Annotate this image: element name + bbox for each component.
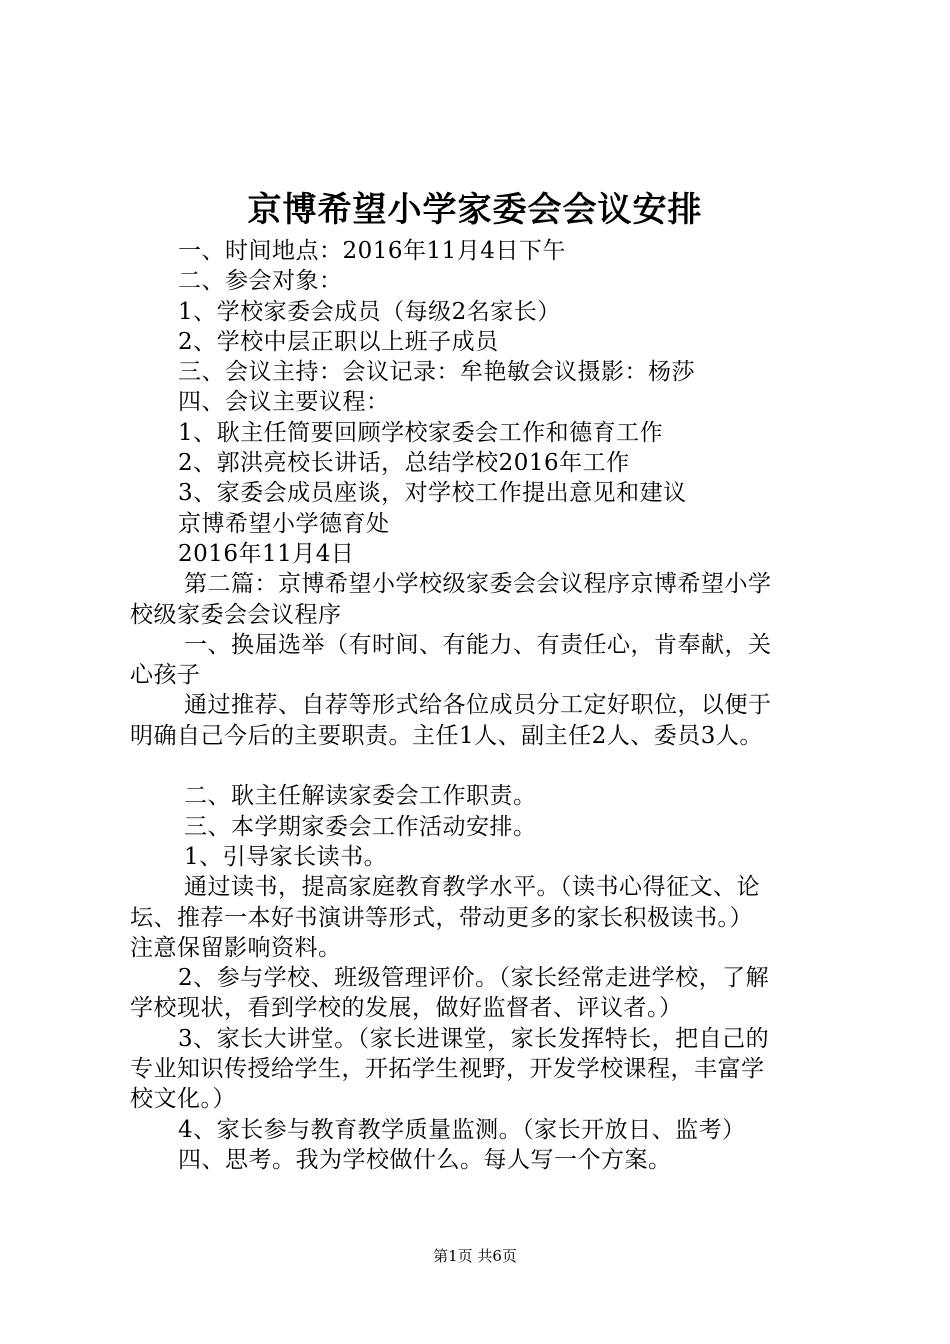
text-line: 通过推荐、自荐等形式给各位成员分工定好职位，以便于 (184, 692, 772, 719)
blank-line (130, 751, 850, 781)
text-line: 四、思考。我为学校做什么。每人写一个方案。 (178, 1146, 672, 1173)
text-line: 专业知识传授给学生，开拓学生视野，开发学校课程，丰富学 (130, 1056, 765, 1083)
text-line: 校文化。） (130, 1086, 236, 1113)
text-line: 2、参与学校、班级管理评价。（家长经常走进学校，了解 (178, 965, 770, 992)
text-line: 校级家委会会议程序 (130, 601, 342, 628)
text-line: 一、时间地点：2016年11月4日下午 (178, 238, 566, 264)
text-line: 2、郭洪亮校长讲话，总结学校2016年工作 (178, 450, 630, 477)
text-line: 3、家长大讲堂。（家长进课堂，家长发挥特长，把自己的 (178, 1025, 770, 1052)
text-line: 一、换届选举（有时间、有能力、有责任心，肯奉献，关 (184, 631, 772, 658)
text-line: 二、参会对象： (178, 268, 343, 295)
text-line: 二、耿主任解读家委会工作职责。 (184, 783, 537, 810)
document-body (130, 236, 850, 1175)
text-line: 学校现状，看到学校的发展，做好监督者、评议者。） (130, 995, 683, 1022)
text-line: 三、会议主持：会议记录：牟艳敏会议摄影：杨莎 (178, 359, 695, 386)
text-line: 通过读书，提高家庭教育教学水平。（读书心得征文、论 (184, 874, 760, 901)
document-title: 京博希望小学家委会会议安排 (247, 190, 703, 230)
text-line: 注意保留影响资料。 (130, 934, 342, 961)
text-line: 第二篇：京博希望小学校级家委会会议程序京博希望小学 (184, 571, 772, 598)
page-footer: 第1页 共6页 (433, 1247, 517, 1265)
text-line: 心孩子 (130, 662, 201, 689)
text-line: 2、学校中层正职以上班子成员 (178, 328, 499, 355)
text-line: 3、家委会成员座谈，对学校工作提出意见和建议 (178, 480, 687, 507)
signature-line: 京博希望小学德育处 (178, 510, 390, 537)
text-line: 4、家长参与教育教学质量监测。（家长开放日、监考） (178, 1116, 746, 1143)
text-line: 1、学校家委会成员（每级2名家长） (178, 298, 561, 325)
text-line: 三、本学期家委会工作活动安排。 (184, 813, 537, 840)
text-line: 1、耿主任简要回顾学校家委会工作和德育工作 (178, 419, 664, 446)
text-line: 明确自己今后的主要职责。主任1人、副主任2人、委员3人。 (130, 722, 763, 749)
text-line: 1、引导家长读书。 (184, 843, 388, 870)
date-line: 2016年11月4日 (178, 540, 355, 567)
text-line: 坛、推荐一本好书演讲等形式，带动更多的家长积极读书。） (130, 904, 753, 931)
text-line: 四、会议主要议程： (178, 389, 390, 416)
